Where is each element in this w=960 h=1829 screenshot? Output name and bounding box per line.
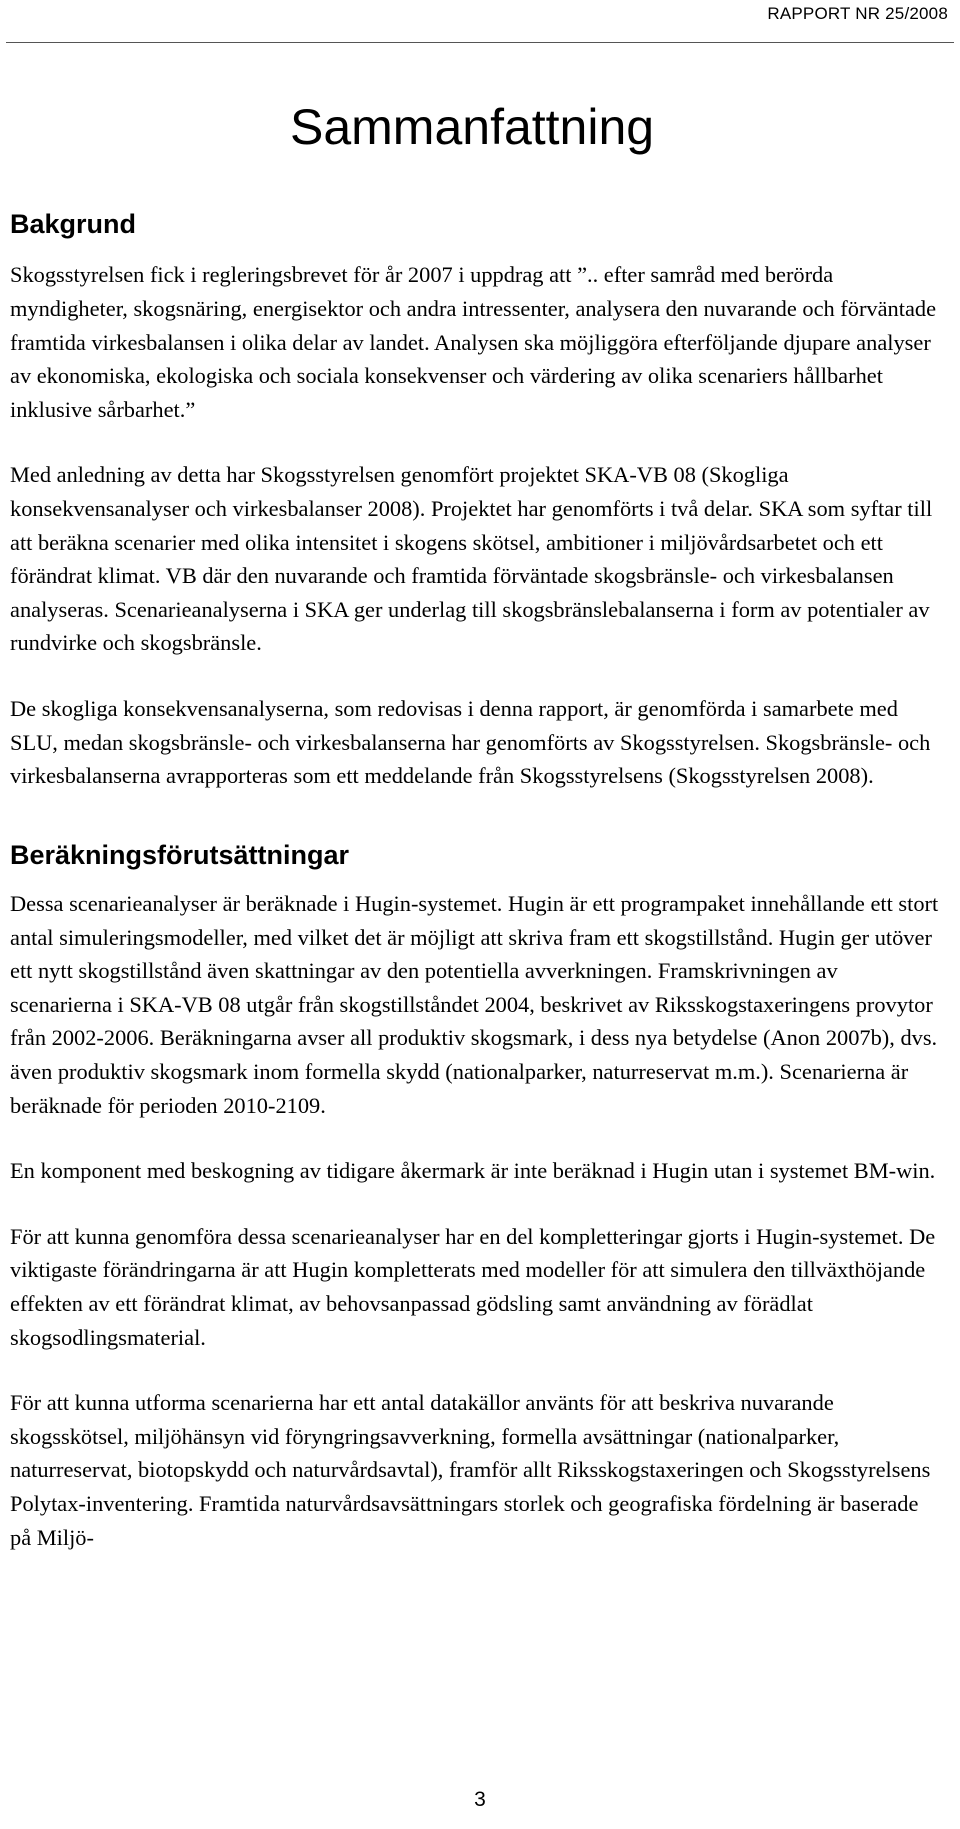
paragraph: En komponent med beskogning av tidigare åkermark är inte beräknad i Hugin utan i systemet BM-win. [10,1158,936,1184]
section-heading-bakgrund: Bakgrund [10,209,137,239]
section-heading-berakningsforutsattningar: Beräkningsförutsättningar [10,839,350,870]
header-divider [6,42,954,43]
paragraph: För att kunna genomföra dessa scenarieanalyser har en del kompletteringar gjorts i Hugin-systemet. De viktigaste förändringarna är att Hugin kompletterats med modeller för att simulera den tillväxthöjande effekten av ett förändrat klimat, av behovsanpassad gödsling samt användning av förädlat skogsodlingsmaterial. [10,1223,936,1350]
paragraph: Dessa scenarieanalyser är beräknade i Hugin-systemet. Hugin är ett programpaket innehållande ett stort antal simuleringsmodeller, med vilket det är möjligt att skriva fram ett skogstillstånd. Hugin ger utöver ett nytt skogstillstånd även skattningar av den potentiella avverkningen. Framskrivningen av scenarierna i SKA-VB 08 utgår från skogstillståndet 2004, beskrivet av Riksskogstaxeringens provytor från 2002-2006. Beräkningarna avser all produktiv skogsmark, i dess nya betydelse (Anon 2007b), dvs. även produktiv skogsmark inom formella skydd (nationalparker, naturreservat m.m.). Scenarierna är beräknade för perioden 2010-2109. [10,891,939,1118]
paragraph: De skogliga konsekvensanalyserna, som redovisas i denna rapport, är genomförda i samarbete med SLU, medan skogsbränsle- och virkesbalanserna har genomförts av Skogsstyrelsen. Skogsbränsle- och virkesbalanserna avrapporteras som ett meddelande från Skogsstyrelsens (Skogsstyrelsen 2008). [10,695,931,789]
paragraph: För att kunna utforma scenarierna har ett antal datakällor använts för att beskriva nuvarande skogsskötsel, miljöhänsyn vid föryngringsavverkning, formella avsättningar (nationalparker, naturreservat, biotopskydd och naturvårdsavtal), framför allt Riksskogstaxeringen och Skogsstyrelsens Polytax-inventering. Framtida naturvårdsavsättningars storlek och geografiska fördelning är baserade på Miljö- [10,1390,931,1550]
page-number: 3 [474,1788,486,1811]
main-content [10,208,945,1586]
paragraph: Skogsstyrelsen fick i regleringsbrevet för år 2007 i uppdrag att ”.. efter samråd med berörda myndigheter, skogsnäring, energisektor och andra intressenter, analysera den nuvarande och förväntade framtida virkesbalansen i olika delar av landet. Analysen ska möjliggöra efterföljande djupare analyser av ekonomiska, ekologiska och sociala konsekvenser och värdering av olika scenariers hållbarhet inklusive sårbarhet.” [10,262,937,422]
report-header: RAPPORT NR 25/2008 [767,4,948,23]
paragraph: Med anledning av detta har Skogsstyrelsen genomfört projektet SKA-VB 08 (Skogliga konsekvensanalyser och virkesbalanser 2008). Projektet har genomförts i två delar. SKA som syftar till att beräkna scenarier med olika intensitet i skogens skötsel, ambitioner i miljövårdsarbetet och ett förändrat klimat. VB där den nuvarande och framtida förväntade skogsbränsle- och virkesbalansen analyseras. Scenarieanalyserna i SKA ger underlag till skogsbränslebalanserna i form av potentialer av rundvirke och skogsbränsle. [10,462,933,656]
page-title: Sammanfattning [290,99,655,155]
